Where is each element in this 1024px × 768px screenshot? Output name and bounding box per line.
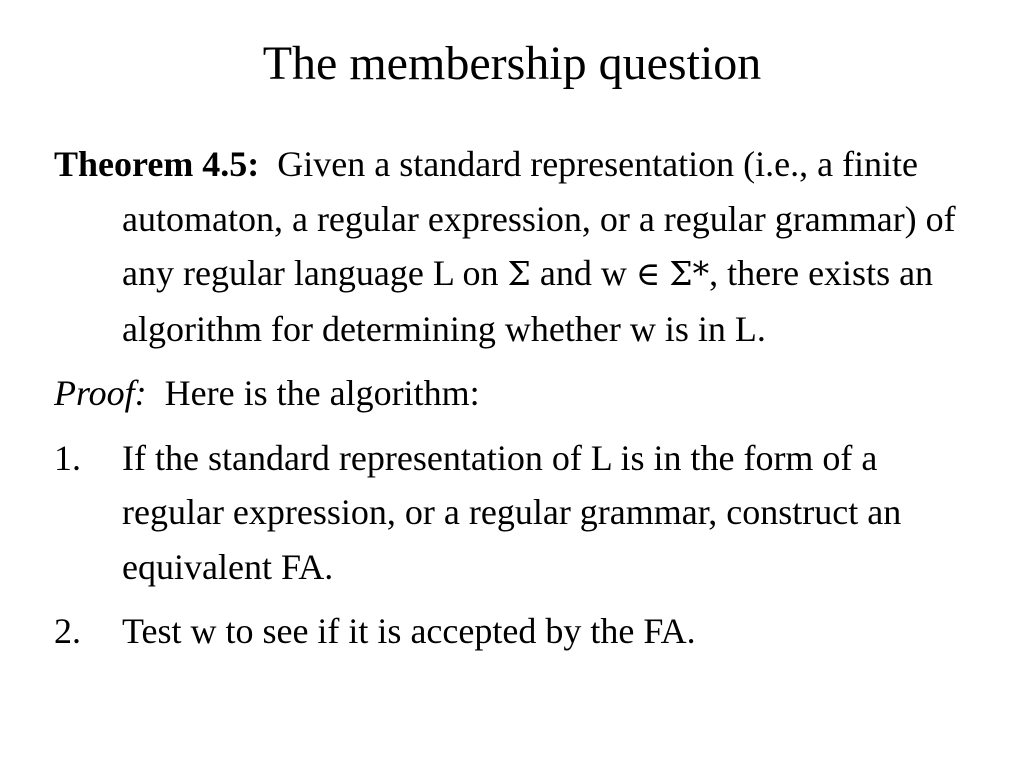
sigma-star-symbol: Σ* <box>669 254 710 293</box>
element-of-symbol: ∈ <box>635 254 661 293</box>
list-number: 1. <box>54 437 81 478</box>
list-text: Test w to see if it is accepted by the FA. <box>122 611 696 651</box>
list-number: 2. <box>54 611 81 651</box>
proof-paragraph <box>54 366 984 421</box>
proof-label: Proof: <box>54 373 147 413</box>
theorem-text-part4: , there exists an algorithm for determining whether w is in L. <box>122 253 934 349</box>
theorem-label: Theorem 4.5: <box>54 144 260 184</box>
slide-body <box>54 137 984 659</box>
proof-text: Here is the algorithm: <box>164 373 480 413</box>
sigma-symbol: Σ <box>507 254 531 293</box>
slide-title: The membership question <box>262 37 762 90</box>
theorem-text-part3 <box>660 253 669 293</box>
theorem-text-part2: and w <box>530 253 636 293</box>
list-item-step-1 <box>54 431 984 595</box>
list-text: If the standard representation of L is in the form of a regular expression, or a regular grammar, construct an equivalent FA. <box>122 437 902 587</box>
theorem-paragraph <box>54 137 984 356</box>
theorem-text-part1: Given a standard representation (i.e., a finite automaton, a regular expression, or a regular grammar) of any regular language L on <box>122 144 956 293</box>
list-item-step-2 <box>54 604 984 659</box>
